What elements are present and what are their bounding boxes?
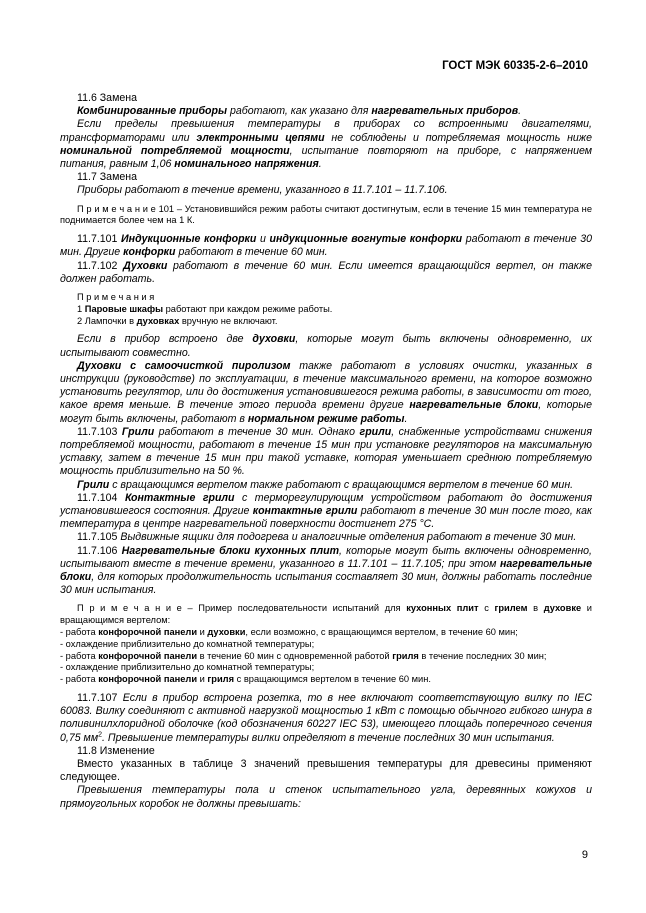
text-run: с терморегулирующим устройством работают до достижения установившегося состояния. Другие [60,491,592,518]
note-list-item [60,639,592,651]
text-run: не соблюдены и потребляемая мощность ниже [324,131,592,144]
text-run: 11.7.104 [77,491,125,504]
page-number: 9 [581,849,588,861]
text-run: электронными цепями [196,131,325,144]
text-run: 11.6 Замена [77,92,137,104]
text-run: , которые могут быть включены одновременно, их испытывают совместно. [60,333,592,359]
text-run: , если возможно, с вращающимся вертелом, в течение 60 мин; [245,627,518,638]
note-list-item [60,627,592,639]
text-run: , которые могут быть включены одновременно, испытывают вместе в течение времени, указанного в 11.7.101 – 11.7.105; при этом [60,544,592,570]
text-run: с [478,603,495,614]
text-run: вручную не включают. [179,315,278,326]
text-run: духовки [252,333,296,346]
note-list-item [60,651,592,663]
paragraph [60,545,592,598]
text-run: 11.7 Замена [77,171,137,184]
text-run: работают в течение 30 мин. Однако [154,425,360,438]
text-run: Паровые шкафы [84,303,164,314]
text-run: П р и м е ч а н и е – Пример последовательности испытаний для [77,603,407,614]
text-run: с вращающимся вертелом в течение 60 мин. [234,674,431,685]
text-run: в [527,603,544,614]
paragraph [60,784,592,810]
note-list-item [60,674,592,686]
text-run: - работа [60,674,99,685]
text-run: и вращающимся вертелом: [60,603,592,626]
text-run: конфорочной панели [98,674,198,685]
text-run: конфорочной панели [98,627,198,638]
text-run: Контактные грили [124,491,235,504]
text-run: конфорочной панели [98,650,198,661]
text-run: , для которых продолжительность испытания составляет 30 мин, должны работать последние 30 мин испытания. [60,571,592,597]
paragraph [60,233,592,259]
text-run: , испытание повторяют на приборе, с напряжением питания, равным 1,06 [60,144,592,171]
text-run: Превышения температуры пола и стенок испытательного угла, деревянных кожухов и прямоугольных коробок не должны превышать: [60,784,592,810]
text-run: кухонных плит [406,603,479,614]
text-run: 11.7.107 [77,692,123,705]
text-run: с вращающимся вертелом также работают с вращающимся вертелом в течение 60 мин. [109,478,574,491]
text-run: номинальной потребляемой мощности [60,144,290,157]
text-run: также работают в условиях очистки, указанных в инструкции (руководстве) по эксплуатации, в течение максимального времени, на которое возможно установить регулятор, или до достижения установившегося режима работы, в зависимости от того, какое время меньше. В течение этого периода времени другие [60,359,592,412]
text-run: и [256,233,270,246]
text-run: духовках [136,315,180,326]
text-run: Духовки с самоочисткой пиролизом [77,359,291,372]
note-paragraph [60,204,592,228]
text-run: 11.7.103 [77,425,122,438]
text-run: работают, как указано для [227,105,372,118]
paragraph [60,531,592,544]
text-run: Если в прибор встроено две [77,333,253,346]
text-run: и [197,674,208,685]
text-run: и [197,627,208,638]
text-run: грилем [494,603,528,614]
text-run: Выдвижные ящики для подогрева и аналогичные отделения работают в течение 30 мин. [120,531,577,544]
text-run: . Превышение температуры вилки определяют в течение последних 30 мин испытания. [102,731,555,744]
text-run: . [404,412,408,425]
note-paragraph [60,316,592,328]
paragraph [60,92,592,105]
text-run: индукционные вогнутые конфорки [269,233,463,246]
text-run: работают в течение 60 мин. Если имеется вращающийся вертел, он также должен работать. [60,259,592,285]
paragraph [60,105,592,118]
text-run: грили [359,425,392,438]
paragraph [60,758,592,784]
text-run: Духовки [123,259,168,272]
text-run: гриля [392,650,419,661]
text-run: работают в течение 30 мин. Другие [60,233,592,259]
text-run: нагревательные блоки [409,399,539,412]
text-run: . [318,158,322,171]
text-run: 11.7.101 [77,233,122,246]
text-run: 2 Лампочки в [77,315,137,326]
text-run: в течение последних 30 мин; [418,650,547,661]
paragraph [60,426,592,479]
paragraph [60,360,592,426]
text-run: . [518,105,522,118]
text-run: номинального напряжения [174,158,319,171]
text-run: 11.8 Изменение [77,744,155,757]
text-run: 11.7.106 [77,544,122,557]
paragraph [60,118,592,171]
text-run: 1 [77,303,85,314]
text-run: Нагревательные блоки кухонных плит [121,544,339,557]
text-run: нагревательные блоки [60,557,592,584]
text-run: работают в течение 60 мин. [175,246,328,259]
text-run: в течение 60 мин с одновременной работой [197,650,393,661]
document-header: ГОСТ МЭК 60335-2-6–2010 [442,60,588,72]
paragraph [60,171,592,184]
text-run: - работа [60,627,99,638]
note-paragraph [60,292,592,304]
note-list-item [60,662,592,674]
text-run: 2 [98,731,102,739]
text-run: контактные грили [252,505,358,518]
note-paragraph [60,304,592,316]
paragraph [60,260,592,286]
document-body [60,92,592,811]
text-run: гриля [207,674,235,685]
text-run: Если в прибор встроена розетка, то в нее включают соответствующую вилку по IEC 60083. Вилку соединяют с активной нагрузкой мощностью 1 кВт с помощью обычного гибкого шнура в поливинилхлоридной оболочке (код обозначения 60227 IEC 53), имеющего площадь поперечного сечения 0,75 мм [60,692,593,744]
paragraph [60,479,592,492]
text-run: нагревательных приборов [371,105,519,118]
text-run: Вместо указанных в таблице 3 значений превышения температуры для древесины применяют следующее. [60,758,592,784]
text-run: Грили [121,425,155,438]
text-run: нормальном режиме работы [247,412,405,425]
text-run: , снабженные устройствами снижения потребляемой мощности, работают в течение 15 мин при установке регуляторов на максимальную уставку, затем в течение 15 мин при такой уставке, которая уменьшает среднюю потребляемую мощность приблизительно на 50 %. [60,425,592,478]
text-run: 11.7.102 [77,259,124,272]
text-run: Грили [77,478,110,491]
paragraph [60,745,592,758]
text-run: работают в течение 30 мин после того, как температура в центре нагревательной поверхности достигнет 275 °С. [60,505,593,531]
text-run: работают при каждом режиме работы. [163,303,333,314]
text-run: Индукционные конфорки [121,233,257,246]
text-run: Комбинированные приборы [77,105,228,118]
text-run: П р и м е ч а н и е 101 – Установившийся режим работы считают достигнутым, если в течение 15 мин температура не поднимается более чем на 1 К. [60,203,592,226]
text-run: Если пределы превышения температуры в приборах со встроенными двигателями, трансформаторами или [60,118,592,144]
text-run: - охлаждение приблизительно до комнатной температуры; [60,638,315,649]
text-run: конфорки [123,246,176,259]
note-paragraph [60,603,592,627]
text-run: духовки [207,627,246,638]
paragraph [60,333,592,359]
text-run: - работа [60,650,99,661]
paragraph [60,692,592,745]
text-run: - охлаждение приблизительно до комнатной температуры; [60,662,315,673]
text-run: духовке [543,603,582,614]
text-run: Приборы работают в течение времени, указанного в 11.7.101 – 11.7.106. [77,184,448,197]
text-run: 11.7.105 [77,531,121,544]
text-run: , которые могут быть включены, работают в [60,399,592,425]
text-run: П р и м е ч а н и я [77,292,155,303]
paragraph [60,184,592,197]
paragraph [60,492,592,532]
